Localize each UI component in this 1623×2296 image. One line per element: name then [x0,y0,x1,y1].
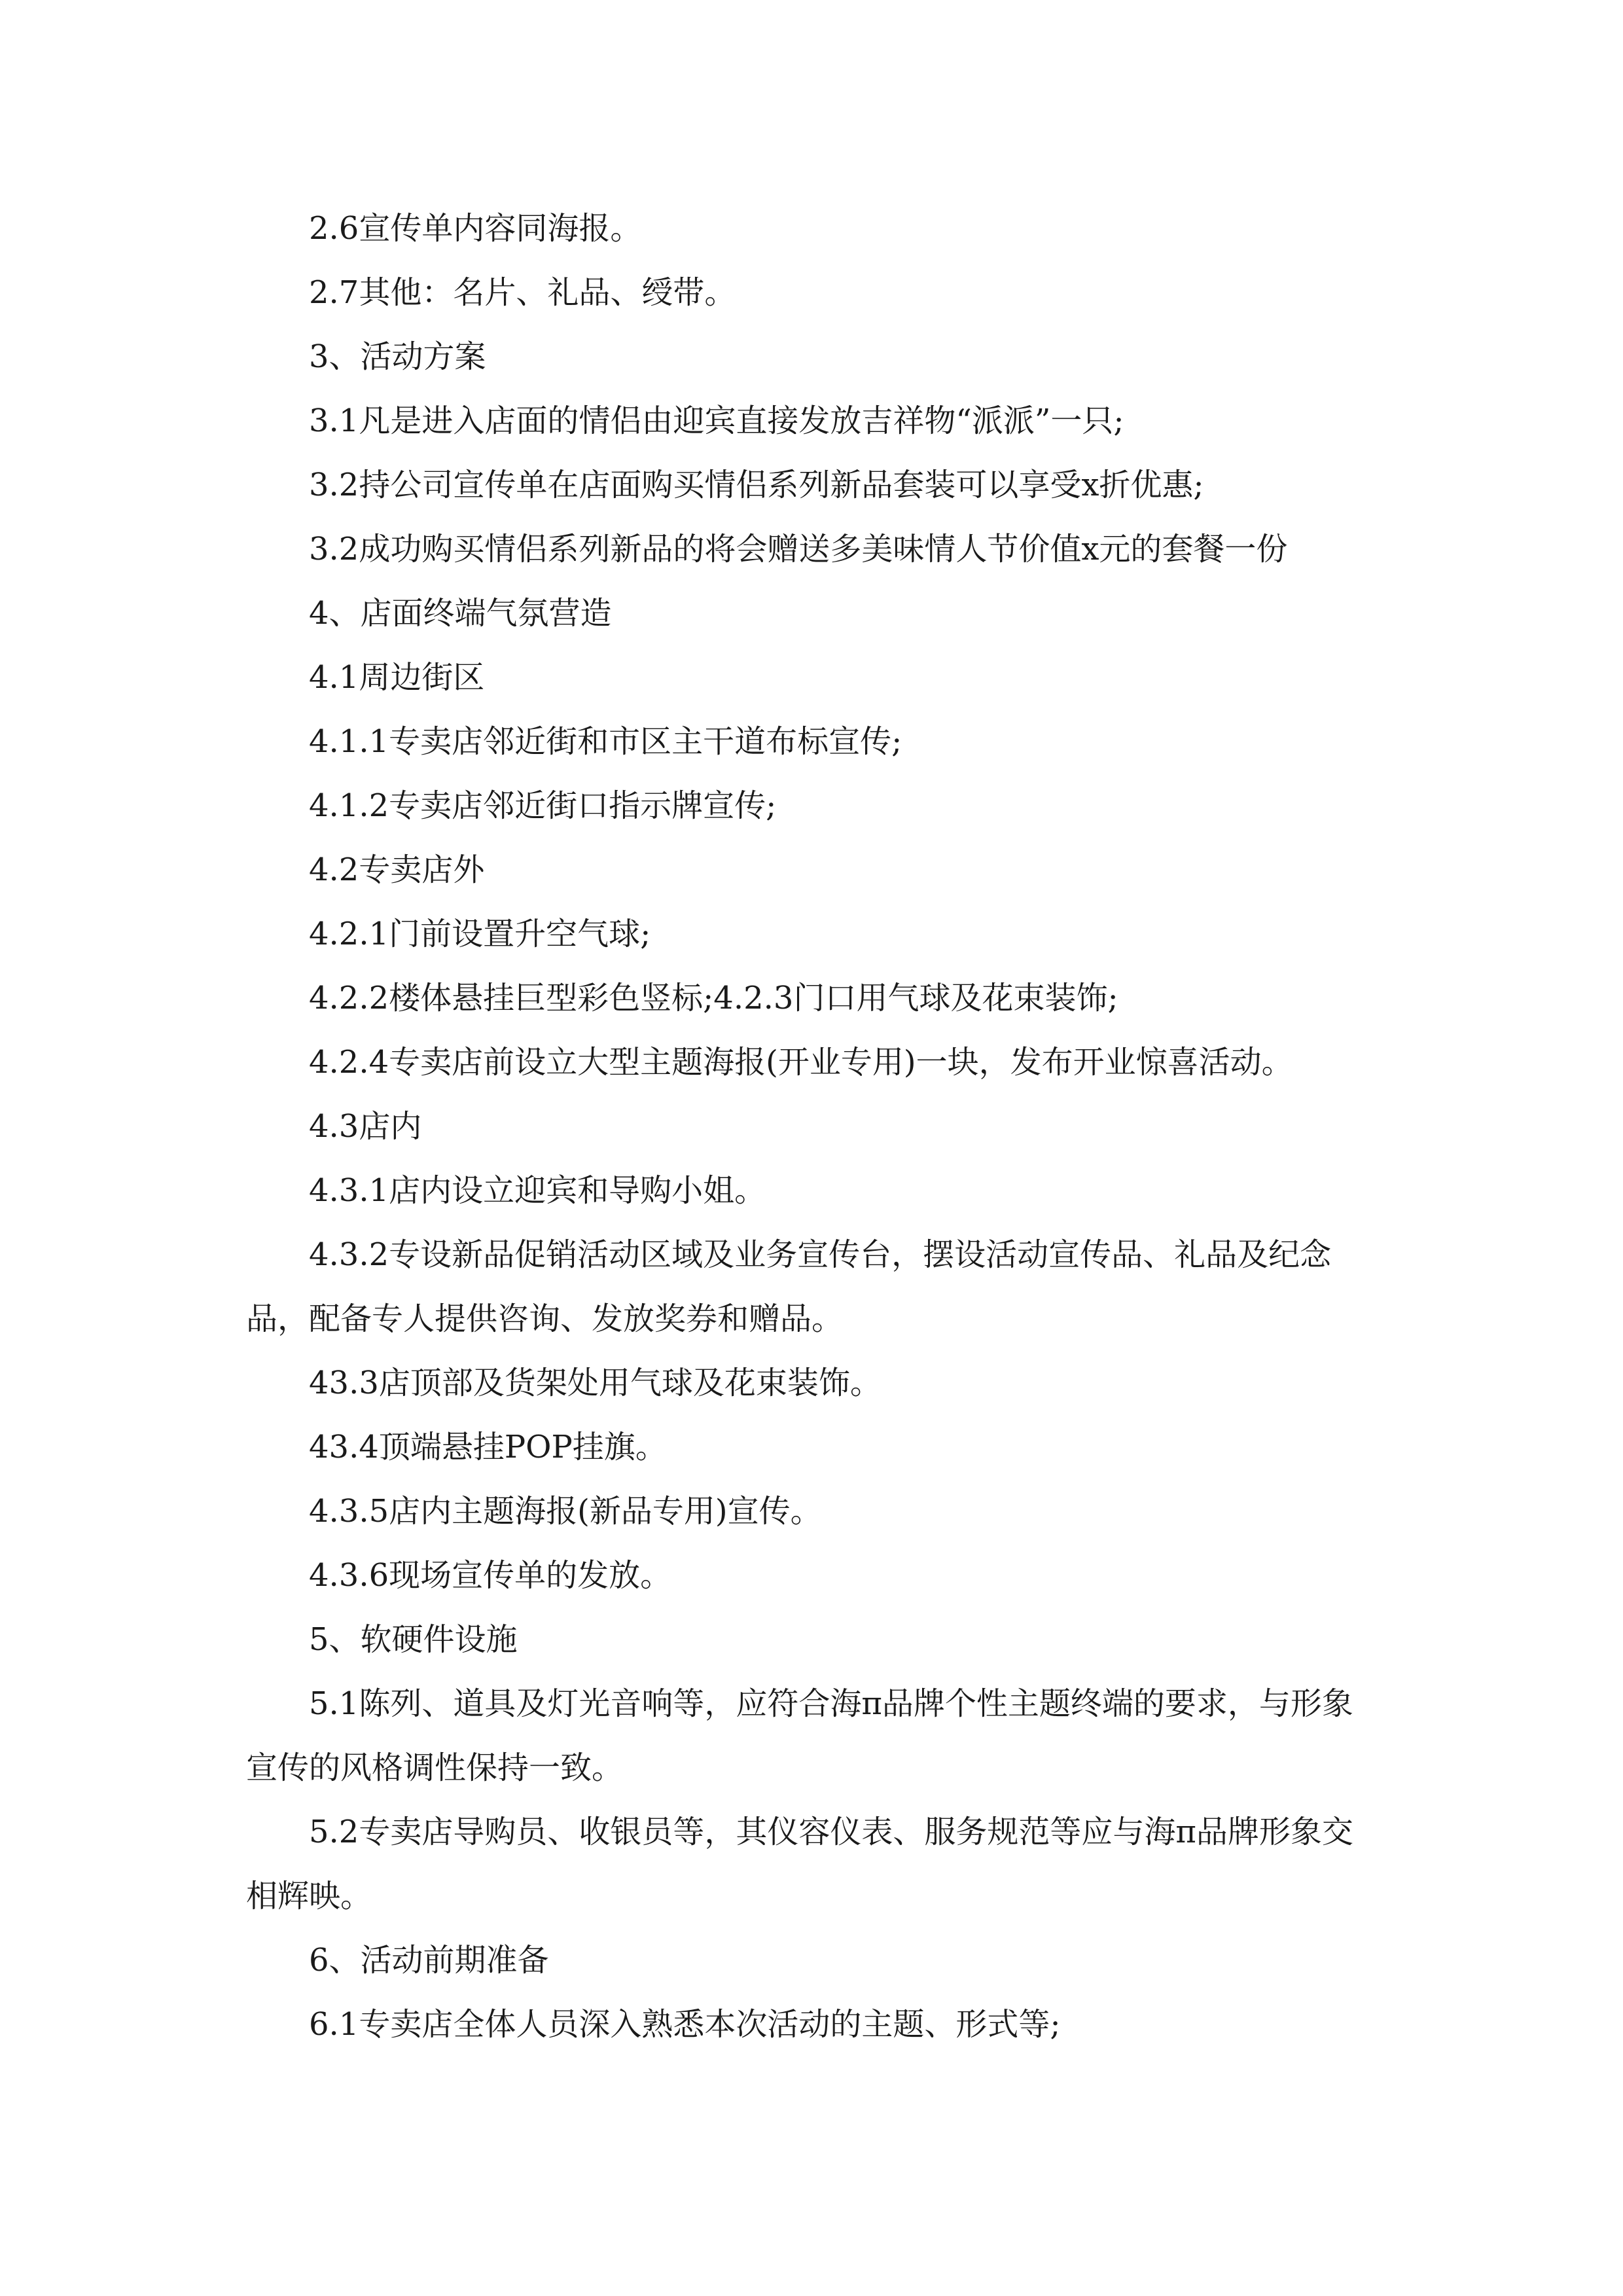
paragraph-5-2: 5.2专卖店导购员、收银员等，其仪容仪表、服务规范等应与海π品牌形象交相辉映。 [246,1814,1353,1914]
paragraph-4-1-1: 4.1.1专卖店邻近街和市区主干道布标宣传; [309,723,902,760]
paragraph-4-3-3: 43.3店顶部及货架处用气球及花束装饰。 [309,1365,882,1401]
paragraph-4-3-6: 4.3.6现场宣传单的发放。 [309,1557,672,1594]
section-heading-3: 3、活动方案 [309,338,486,375]
paragraph-4-2-2: 4.2.2楼体悬挂巨型彩色竖标;4.2.3门口用气球及花束装饰; [309,980,1118,1016]
paragraph-3-2a: 3.2持公司宣传单在店面购买情侣系列新品套装可以享受x折优惠; [309,467,1204,503]
paragraph-4-2-1: 4.2.1门前设置升空气球; [309,916,651,952]
subheading-4-2: 4.2专卖店外 [309,852,485,888]
subheading-4-1: 4.1周边街区 [309,659,485,696]
paragraph-5-1: 5.1陈列、道具及灯光音响等，应符合海π品牌个性主题终端的要求，与形象宣传的风格调性保持一致。 [246,1685,1353,1786]
paragraph-4-1-2: 4.1.2专卖店邻近街口指示牌宣传; [309,787,777,824]
section-heading-4: 4、店面终端气氛营造 [309,595,612,632]
section-heading-6: 6、活动前期准备 [309,1942,549,1979]
subheading-4-3: 4.3店内 [309,1108,422,1145]
paragraph-4-3-5: 4.3.5店内主题海报(新品专用)宣传。 [309,1493,822,1530]
paragraph-4-2-4: 4.2.4专卖店前设立大型主题海报(开业专用)一块，发布开业惊喜活动。 [309,1044,1293,1081]
document-page [246,196,1382,2056]
paragraph-2-6: 2.6宣传单内容同海报。 [309,210,642,247]
paragraph-3-1: 3.1凡是进入店面的情侣由迎宾直接发放吉祥物“派派”一只; [309,403,1124,439]
paragraph-6-1: 6.1专卖店全体人员深入熟悉本次活动的主题、形式等; [309,2006,1061,2043]
section-heading-5: 5、软硬件设施 [309,1621,518,1658]
paragraph-2-7: 2.7其他：名片、礼品、绶带。 [309,274,736,311]
paragraph-4-3-2: 4.3.2专设新品促销活动区域及业务宣传台，摆设活动宣传品、礼品及纪念品，配备专人提供咨询、发放奖券和赠品。 [246,1236,1332,1337]
paragraph-4-3-1: 4.3.1店内设立迎宾和导购小姐。 [309,1172,766,1209]
paragraph-3-2b: 3.2成功购买情侣系列新品的将会赠送多美味情人节价值x元的套餐一份 [309,531,1288,567]
paragraph-4-3-4: 43.4顶端悬挂POP挂旗。 [309,1429,667,1465]
